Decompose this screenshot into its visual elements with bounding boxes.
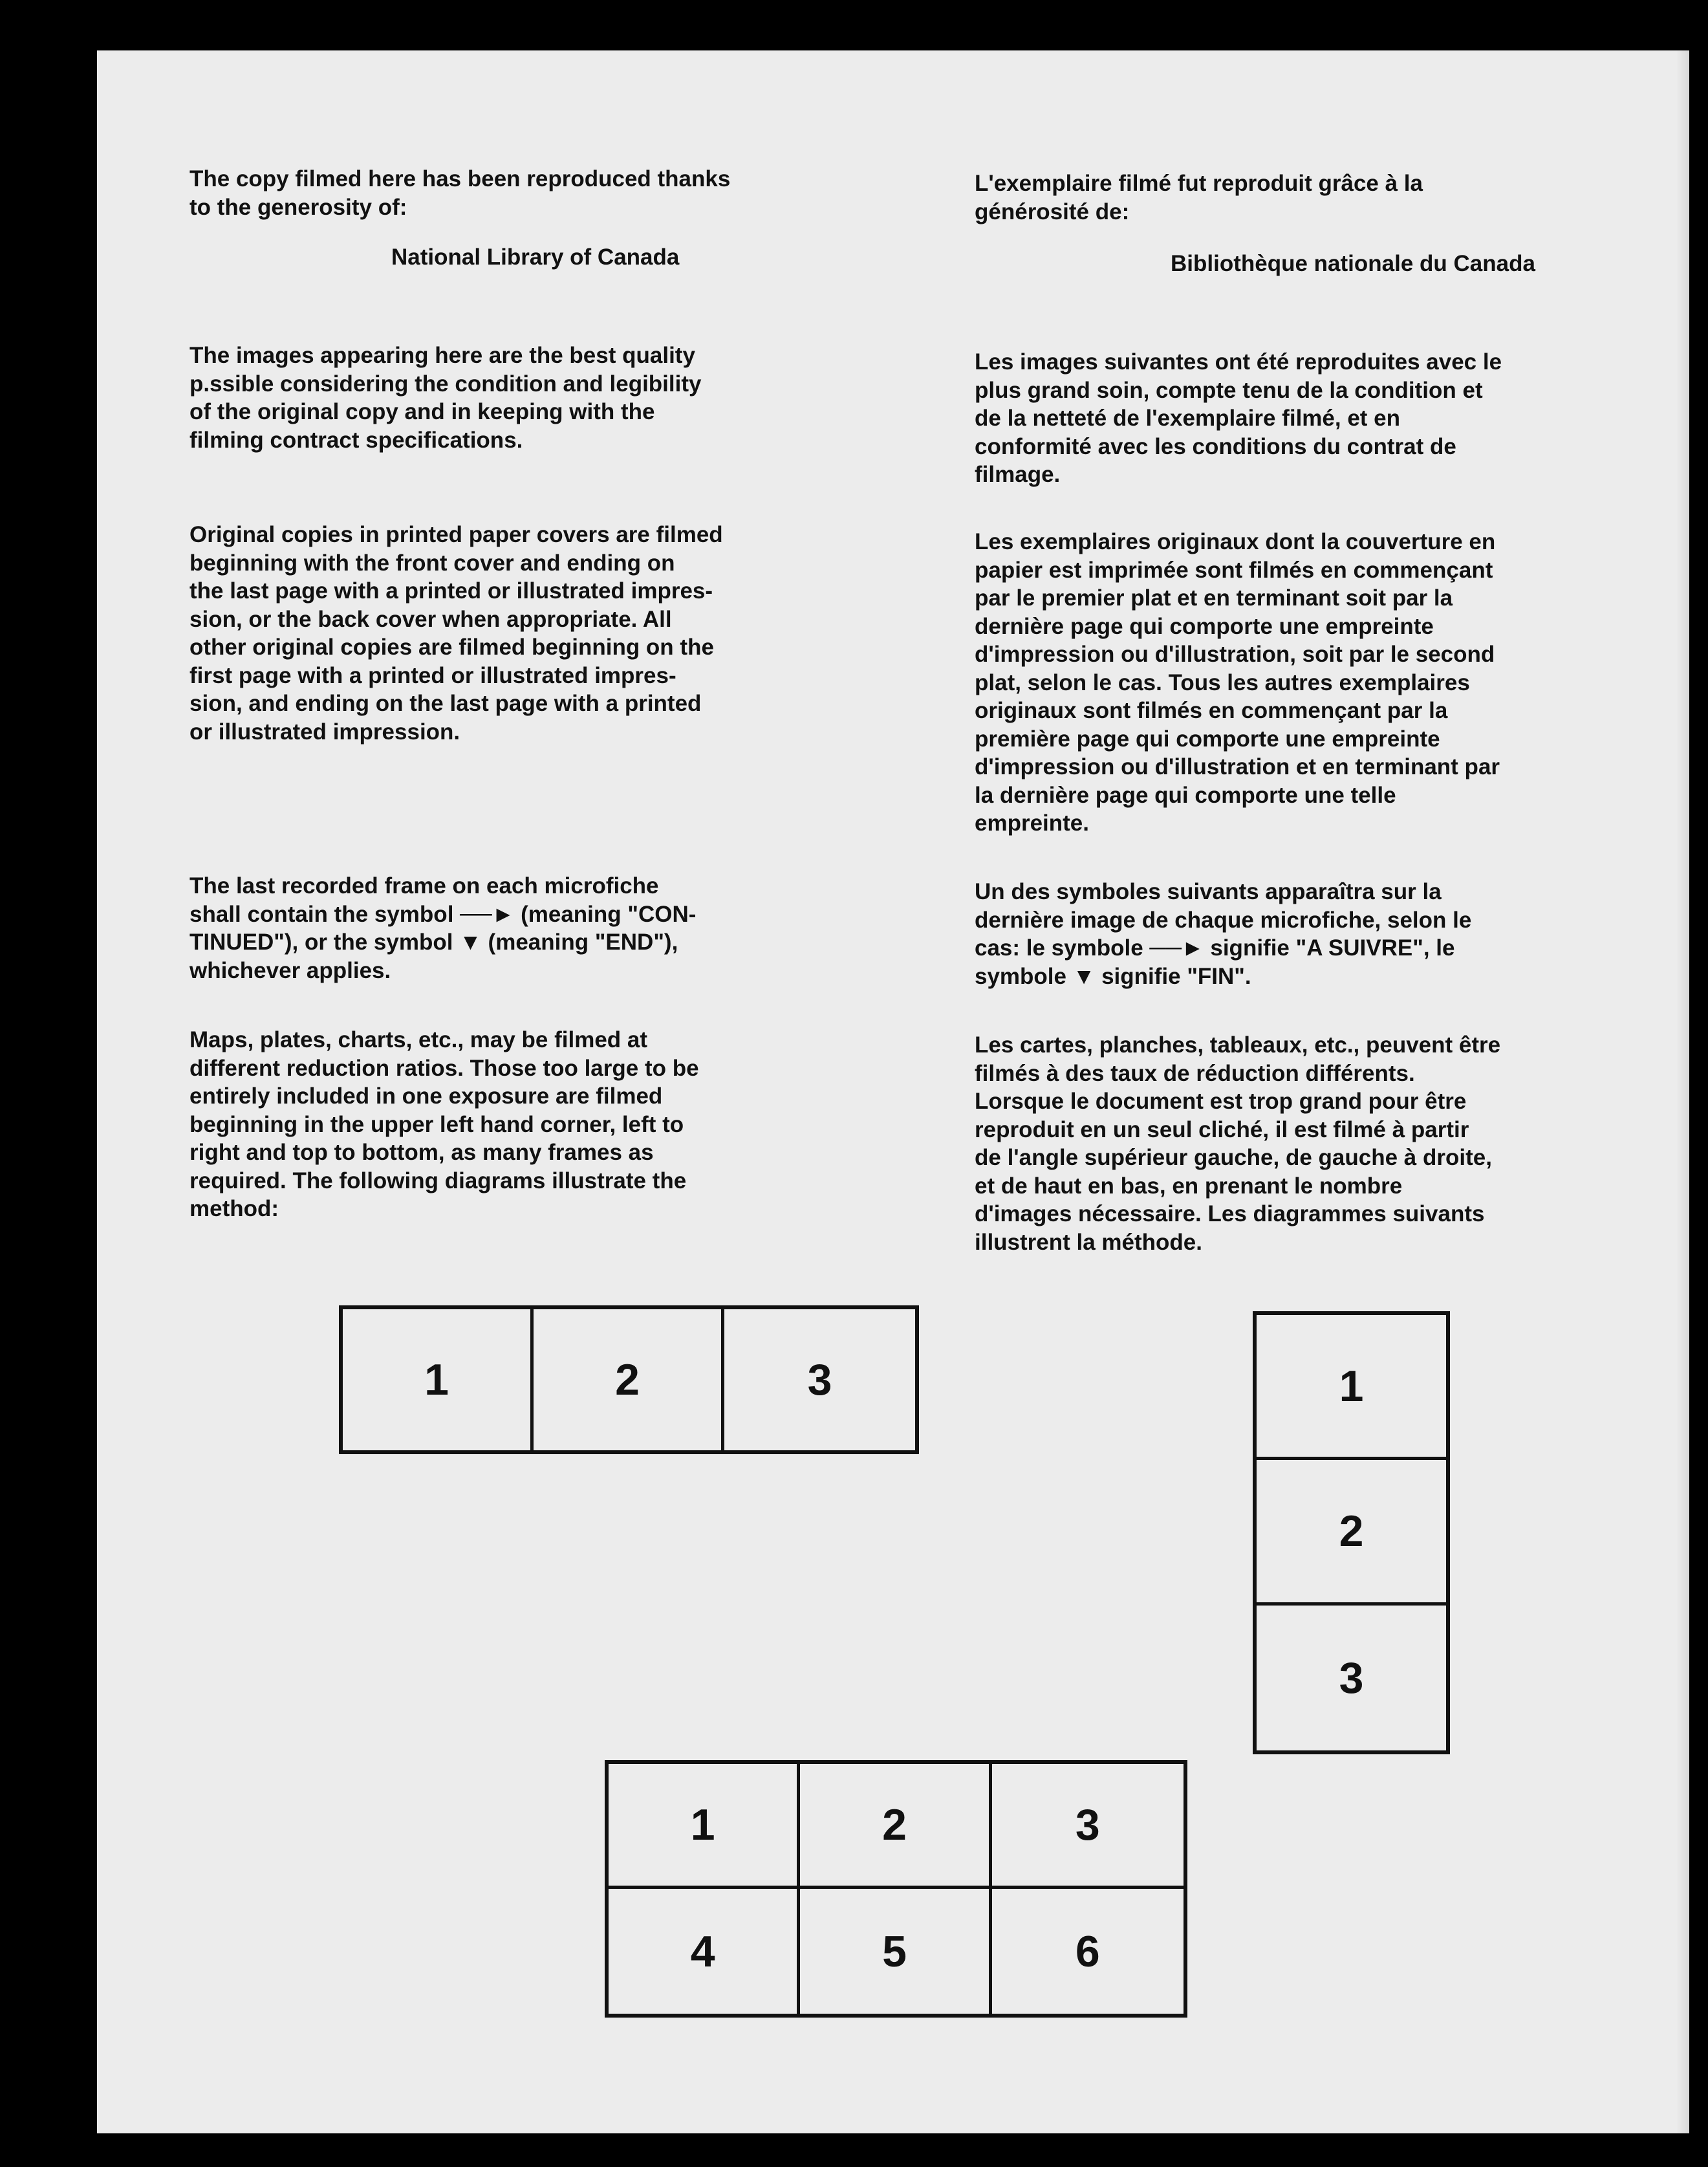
english-reduction-text: Maps, plates, charts, etc., may be filmed at different reduction ratios. Those too large to be entirely included in one exposure are filmed beginning in the upper left hand corner, left to right and top to bottom, as many frames as required. The following diagrams illustrate the method: <box>189 1027 699 1221</box>
frame-cell: 3 <box>807 1355 832 1404</box>
frame-cell: 2 <box>800 1764 991 1889</box>
frame-cell: 6 <box>1075 1926 1100 1976</box>
english-symbol-text: The last recorded frame on each microfiche shall contain the symbol ──► (meaning "CON- TINUED"), or the symbol ▼ (meaning "END"), whichever applies. <box>189 873 697 983</box>
french-symbol-text: Un des symboles suivants apparaîtra sur la dernière image de chaque microfiche, selon le cas: le symbole ──► signifie "A SUIVRE", le symbole ▼ signifie "FIN". <box>975 879 1472 989</box>
english-generosity-text: The copy filmed here has been reproduced thanks to the generosity of: <box>189 166 731 220</box>
english-institution-name: National Library of Canada <box>391 245 680 270</box>
french-image-quality-text: Les images suivantes ont été reproduites avec le plus grand soin, compte tenu de la condition et de la netteté de l'exemplaire filmé, et en conformité avec les conditions du contrat de filmage. <box>975 349 1502 487</box>
french-filming-order-text: Les exemplaires originaux dont la couverture en papier est imprimée sont filmés en commençant par le premier plat et en terminant soit par la dernière page qui comporte une empreinte d'impression ou d'illustration, soit par le second plat, selon le cas. Tous les autres exemplaires originaux sont filmés en commençant par la première page qui comporte une empreinte d'impression ou d'illustration et en terminant par la dernière page qui comporte une telle empreinte. <box>975 529 1500 836</box>
frame-cell: 1 <box>1257 1315 1446 1460</box>
frame-cell: 5 <box>800 1889 991 2014</box>
english-filming-order-text: Original copies in printed paper covers are filmed beginning with the front cover and ending on the last page with a printed or illustrated impres- sion, or the back cover when appropriate. All other original copies are filmed beginning on the first page with a printed or illustrated impres- sion, and ending on the last page with a printed or illustrated impression. <box>189 522 723 745</box>
frame-cell: 1 <box>343 1309 534 1450</box>
english-image-quality-text: The images appearing here are the best quality p.ssible considering the condition and legibility of the original copy and in keeping with the filming contract specifications. <box>189 343 702 453</box>
french-institution-name: Bibliothèque nationale du Canada <box>1171 251 1535 276</box>
horizontal-frames-diagram <box>339 1305 919 1454</box>
french-generosity-text: L'exemplaire filmé fut reproduit grâce à la générosité de: <box>975 171 1423 224</box>
frame-cell: 3 <box>992 1764 1184 1889</box>
grid-frames-diagram <box>605 1760 1187 2018</box>
frame-cell: 1 <box>609 1764 800 1889</box>
frame-cell: 4 <box>609 1889 800 2014</box>
frame-cell: 2 <box>1257 1460 1446 1605</box>
french-reduction-text: Les cartes, planches, tableaux, etc., peuvent être filmés à des taux de réduction différents. Lorsque le document est trop grand pour être reproduit en un seul cliché, il est filmé à partir de l'angle supérieur gauche, de gauche à droite, et de haut en bas, en prenant le nombre d'images nécessaire. Les diagrammes suivants illustrent la méthode. <box>975 1032 1501 1255</box>
frame-cell: 2 <box>534 1309 724 1450</box>
vertical-frames-diagram <box>1253 1311 1450 1754</box>
frame-cell: 3 <box>1339 1653 1364 1703</box>
page-edge <box>1676 50 1689 2133</box>
